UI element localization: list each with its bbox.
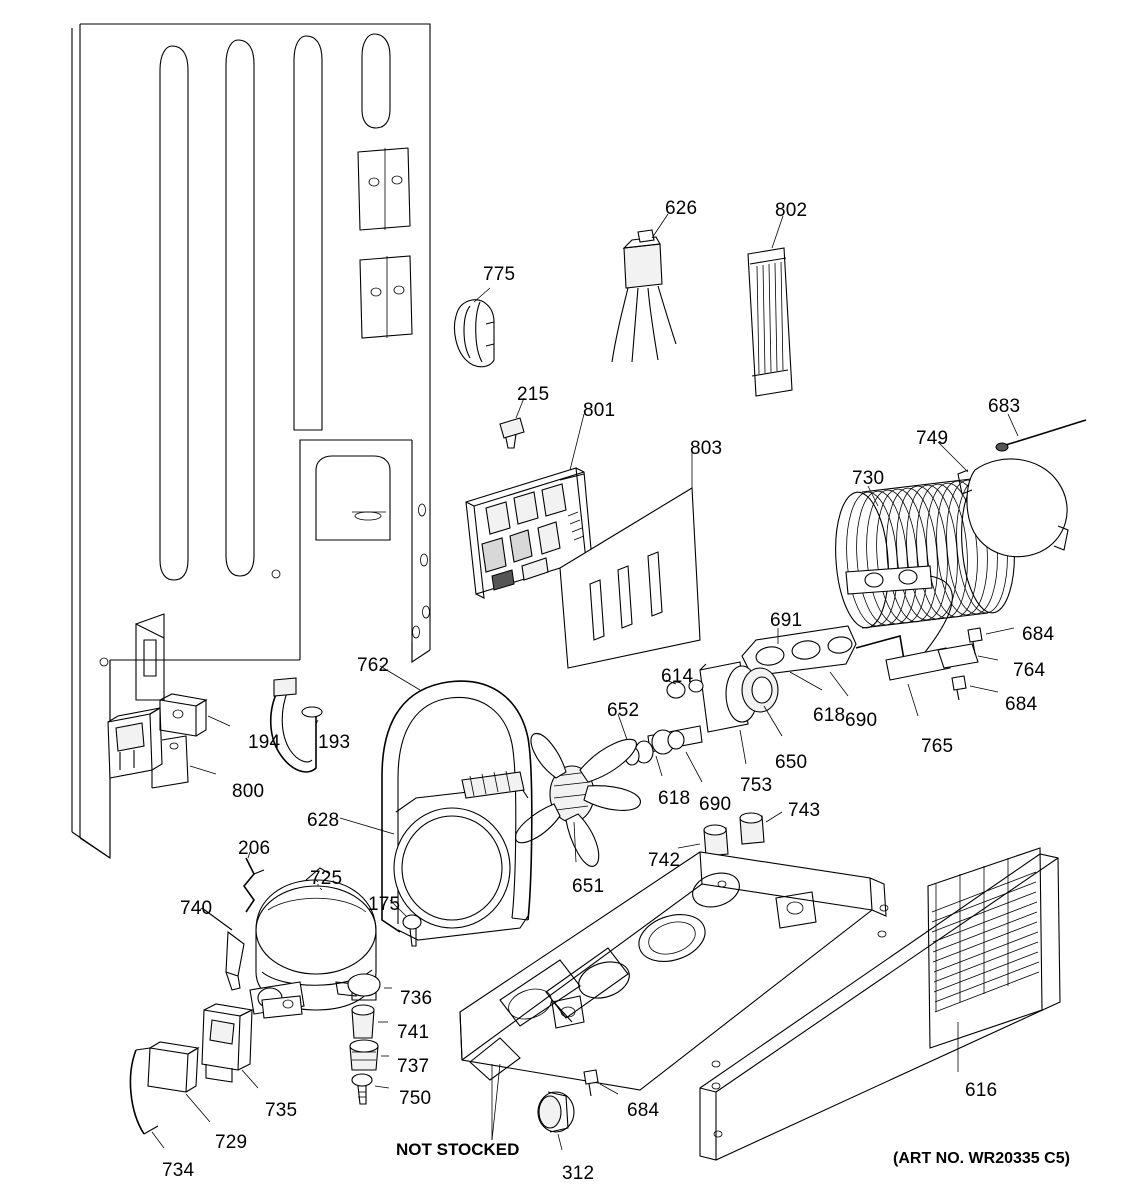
callout-614: 614 [661, 666, 694, 687]
part-803 [560, 452, 700, 668]
callout-730: 730 [852, 468, 885, 489]
callout-743: 743 [788, 800, 821, 821]
art-number: (ART NO. WR20335 C5) [893, 1150, 1070, 1167]
part-312 [538, 1092, 574, 1150]
part-684-right [952, 676, 998, 700]
part-194 [160, 694, 230, 736]
callout-740: 740 [180, 898, 213, 919]
part-626 [612, 214, 676, 362]
callout-764: 764 [1013, 660, 1046, 681]
callout-690: 690 [845, 710, 878, 731]
callout-193: 193 [318, 732, 351, 753]
callout-734: 734 [162, 1160, 195, 1181]
part-206 [244, 852, 264, 912]
part-765 [856, 636, 950, 716]
part-684-top [968, 628, 1014, 654]
callout-762: 762 [357, 655, 390, 676]
callout-618: 618 [658, 788, 691, 809]
part-650-motor [700, 662, 782, 764]
part-750 [352, 1074, 389, 1104]
callout-765: 765 [921, 736, 954, 757]
callout-215: 215 [517, 384, 550, 405]
callout-729: 729 [215, 1132, 248, 1153]
callout-628: 628 [307, 810, 340, 831]
callout-616: 616 [965, 1080, 998, 1101]
callout-626: 626 [665, 198, 698, 219]
part-737 [350, 1040, 389, 1070]
part-741 [352, 1005, 388, 1038]
callout-736: 736 [400, 988, 433, 1009]
callout-691: 691 [770, 610, 803, 631]
callout-683: 683 [988, 396, 1021, 417]
callout-742: 742 [648, 850, 681, 871]
callout-753: 753 [740, 775, 773, 796]
callout-684: 684 [627, 1100, 660, 1121]
callout-650: 650 [775, 752, 808, 773]
part-683 [996, 414, 1086, 451]
callout-684: 684 [1022, 624, 1055, 645]
callout-741: 741 [397, 1022, 430, 1043]
callout-618: 618 [813, 705, 846, 726]
callout-690: 690 [699, 794, 732, 815]
part-651 [516, 734, 641, 867]
callout-803: 803 [690, 438, 723, 459]
callout-652: 652 [607, 700, 640, 721]
part-802 [748, 216, 792, 396]
callout-684: 684 [1005, 694, 1038, 715]
callout-312: 312 [562, 1163, 595, 1184]
callout-175: 175 [368, 894, 401, 915]
part-743 [740, 812, 782, 844]
callout-725: 725 [310, 868, 343, 889]
part-740 [198, 908, 244, 990]
callout-737: 737 [397, 1056, 430, 1077]
callout-801: 801 [583, 400, 616, 421]
part-764 [938, 644, 998, 668]
part-742 [678, 825, 728, 856]
part-193 [271, 678, 322, 772]
part-749 [938, 442, 1068, 557]
callout-194: 194 [248, 732, 281, 753]
callout-775: 775 [483, 264, 516, 285]
callout-206: 206 [238, 838, 271, 859]
callout-651: 651 [572, 876, 605, 897]
callout-750: 750 [399, 1088, 432, 1109]
callout-800: 800 [232, 781, 265, 802]
callout-802: 802 [775, 200, 808, 221]
callout-735: 735 [265, 1100, 298, 1121]
part-729 [148, 1042, 210, 1122]
part-735 [202, 1004, 258, 1088]
not-stocked-note: NOT STOCKED [396, 1140, 520, 1159]
callout-749: 749 [916, 428, 949, 449]
part-775 [454, 288, 494, 367]
